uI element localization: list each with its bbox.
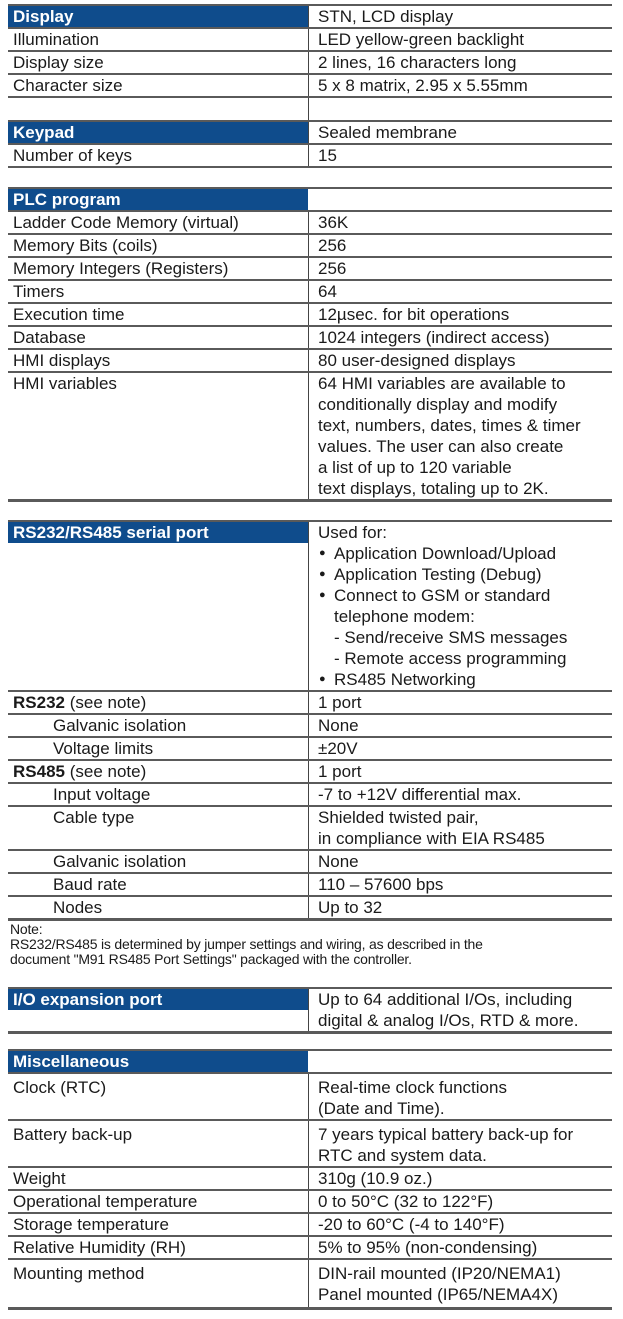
spec-value: 1024 integers (indirect access): [308, 327, 612, 348]
spec-label: Voltage limits: [53, 739, 154, 758]
section-plc-program: [8, 187, 612, 502]
section-title: I/O expansion port: [8, 989, 308, 1010]
spec-value: ±20V: [308, 738, 612, 759]
spec-value: 256: [308, 235, 612, 256]
spec-row: [8, 897, 612, 921]
spec-value: None: [308, 715, 612, 736]
spec-value: 64: [308, 281, 612, 302]
list-item: - Send/receive SMS messages: [334, 628, 568, 647]
spec-label: Illumination: [13, 30, 99, 49]
spec-label: Relative Humidity (RH): [13, 1238, 186, 1257]
spec-label: Nodes: [53, 898, 103, 917]
spec-label: Memory Bits (coils): [13, 236, 158, 255]
spec-label: Mounting method: [13, 1264, 145, 1283]
spec-label: Battery back-up: [13, 1125, 133, 1144]
spec-label: Ladder Code Memory (virtual): [13, 213, 239, 232]
spec-label: Weight: [13, 1169, 66, 1188]
spec-label: Input voltage: [53, 785, 151, 804]
section-serial-port: [8, 520, 612, 967]
spec-row: [8, 212, 612, 235]
spec-row: [8, 1191, 612, 1214]
spec-value-multiline: Used for: ● Application Download/Upload ● Application Testing (Debug) ● Connect to GSM or standard telephone modem: - Send/receive SMS messages - Remote access programming ● RS485 Networking: [308, 522, 612, 690]
spec-label: Storage temperature: [13, 1215, 169, 1234]
spec-value: [308, 1051, 612, 1072]
spec-row-rs232: [8, 692, 612, 715]
spec-value-multiline: 64 HMI variables are available to conditionally display and modify text, numbers, dates, times & timer values. The user can also create a list of up to 120 variable text displays, totaling up to 2K.: [308, 373, 612, 499]
spec-value-multiline: Real-time clock functions (Date and Time).: [308, 1074, 612, 1119]
spec-row: [8, 145, 612, 168]
spec-row: [8, 75, 612, 98]
spec-label: HMI displays: [13, 351, 111, 370]
list-item: - Remote access programming: [334, 649, 567, 668]
section-keypad: [8, 120, 612, 168]
spec-value-multiline: Up to 64 additional I/Os, including digital & analog I/Os, RTD & more.: [308, 989, 612, 1031]
spec-label: Execution time: [13, 305, 125, 324]
spec-label: HMI variables: [13, 374, 117, 393]
footnote-text: document "M91 RS485 Port Settings" packaged with the controller.: [10, 951, 412, 967]
section-title: Miscellaneous: [8, 1051, 308, 1072]
spec-row: [8, 1121, 612, 1168]
spec-value: 110 – 57600 bps: [308, 874, 612, 895]
spec-row: [8, 52, 612, 75]
spec-row: [8, 851, 612, 874]
spec-row: [8, 1260, 612, 1310]
spec-label: Clock (RTC): [13, 1078, 107, 1097]
spec-value-multiline: DIN-rail mounted (IP20/NEMA1) Panel mounted (IP65/NEMA4X): [308, 1260, 612, 1307]
spec-value: 310g (10.9 oz.): [308, 1168, 612, 1189]
spec-label: RS232 (see note): [13, 693, 147, 712]
spec-row: [8, 715, 612, 738]
footnote-text: RS232/RS485 is determined by jumper settings and wiring, as described in the: [10, 936, 483, 952]
spec-value: -7 to +12V differential max.: [308, 784, 612, 805]
section-header-miscellaneous: [8, 1049, 612, 1074]
spec-label: Timers: [13, 282, 65, 301]
spec-value: 0 to 50°C (32 to 122°F): [308, 1191, 612, 1212]
footnote: [8, 921, 612, 967]
spec-row: [8, 784, 612, 807]
spec-label: Character size: [13, 76, 123, 95]
spacer: [8, 98, 612, 120]
spec-row: [8, 29, 612, 52]
spec-label: Number of keys: [13, 146, 133, 165]
spec-row: [8, 327, 612, 350]
spec-value: 80 user-designed displays: [308, 350, 612, 371]
spec-value-multiline: 7 years typical battery back-up for RTC and system data.: [308, 1121, 612, 1166]
spec-value: 2 lines, 16 characters long: [308, 52, 612, 73]
spec-value: -20 to 60°C (-4 to 140°F): [308, 1214, 612, 1235]
list-item: ● Connect to GSM or standard: [318, 585, 612, 606]
spec-value: Sealed membrane: [308, 122, 612, 143]
spec-value: 36K: [308, 212, 612, 233]
spec-value: 5% to 95% (non-condensing): [308, 1237, 612, 1258]
spec-label: Operational temperature: [13, 1192, 198, 1211]
spec-value: 15: [308, 145, 612, 166]
list-item: ● Application Download/Upload: [318, 543, 612, 564]
spec-value: 1 port: [308, 761, 612, 782]
section-header-serial-port: [8, 520, 612, 692]
spec-row: [8, 738, 612, 761]
spec-row: [8, 1237, 612, 1260]
spec-label: Cable type: [53, 808, 135, 827]
spec-row: [8, 874, 612, 897]
section-title: RS232/RS485 serial port: [8, 522, 308, 543]
spec-value: Up to 32: [308, 897, 612, 918]
spec-row: [8, 807, 612, 851]
spec-row: [8, 1168, 612, 1191]
spec-label: Display size: [13, 53, 104, 72]
spec-label: Memory Integers (Registers): [13, 259, 229, 278]
spec-value: 5 x 8 matrix, 2.95 x 5.55mm: [308, 75, 612, 96]
spec-label: Galvanic isolation: [53, 716, 187, 735]
section-header-plc-program: [8, 187, 612, 212]
section-header-io-expansion: [8, 987, 612, 1034]
spec-row: [8, 1214, 612, 1237]
spec-label: Galvanic isolation: [53, 852, 187, 871]
spec-label: Database: [13, 328, 86, 347]
list-item: ● RS485 Networking: [318, 669, 612, 690]
spec-value: STN, LCD display: [308, 6, 612, 27]
spec-sheet: [8, 4, 612, 1310]
spec-row-rs485: [8, 761, 612, 784]
uses-list: [318, 543, 612, 690]
spec-value: [308, 189, 612, 210]
section-title: Display: [8, 6, 308, 27]
section-title: Keypad: [8, 122, 308, 143]
footnote-title: Note:: [10, 921, 43, 937]
spec-row: [8, 281, 612, 304]
spec-label: Baud rate: [53, 875, 127, 894]
spec-row: [8, 1074, 612, 1121]
section-header-keypad: [8, 120, 612, 145]
spec-row: [8, 304, 612, 327]
spec-value: LED yellow-green backlight: [308, 29, 612, 50]
list-item: telephone modem:: [334, 607, 475, 626]
section-io-expansion: [8, 987, 612, 1034]
section-miscellaneous: [8, 1049, 612, 1310]
spec-row: [8, 235, 612, 258]
spec-value: 12µsec. for bit operations: [308, 304, 612, 325]
spec-row: [8, 258, 612, 281]
spec-row: [8, 373, 612, 502]
section-title: PLC program: [8, 189, 308, 210]
spec-value: 256: [308, 258, 612, 279]
spec-value-multiline: Shielded twisted pair, in compliance with EIA RS485: [308, 807, 612, 849]
spec-value: 1 port: [308, 692, 612, 713]
spec-row: [8, 350, 612, 373]
spec-value: None: [308, 851, 612, 872]
section-display: [8, 4, 612, 120]
spec-label: RS485 (see note): [13, 762, 147, 781]
section-header-display: [8, 4, 612, 29]
list-item: ● Application Testing (Debug): [318, 564, 612, 585]
